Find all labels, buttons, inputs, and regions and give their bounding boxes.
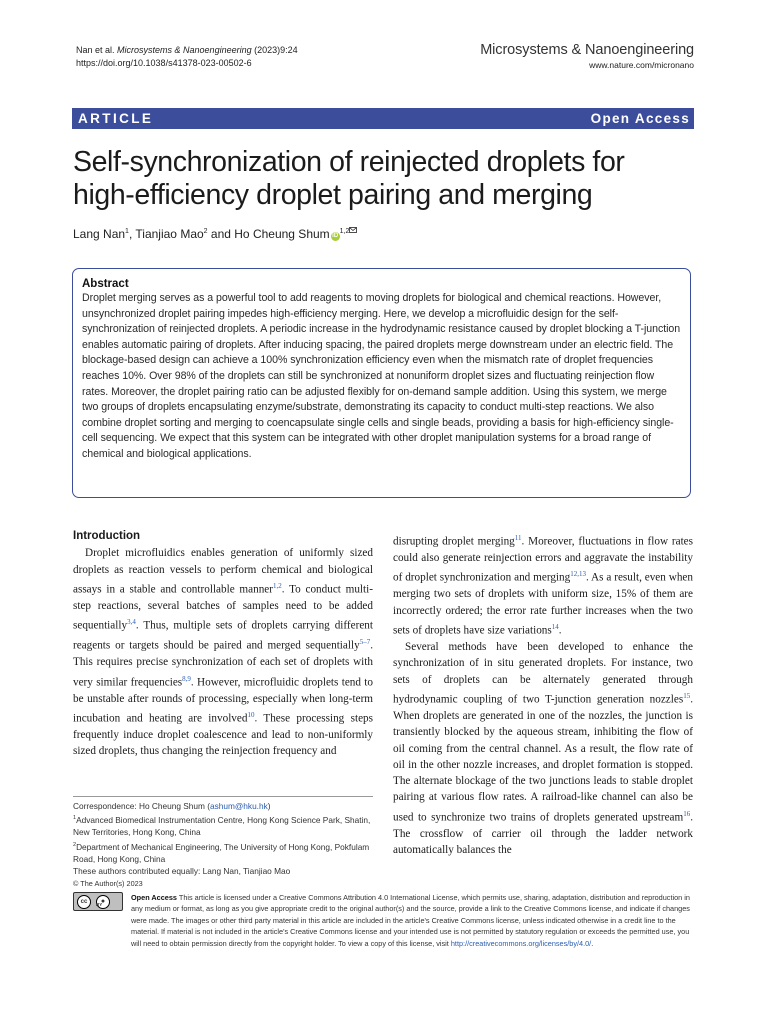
author-affiliation: 2 bbox=[203, 228, 208, 235]
author-list bbox=[73, 227, 357, 241]
journal-url[interactable]: www.nature.com/micronano bbox=[589, 60, 694, 70]
body-paragraph: Several methods have been developed to enhance the synchronization of in situ generated droplets. For instance, two sets of droplets can be alternately generated through hydrodynamic coupling of two T-junction generation nozzles$^{15}$. When droplets are generated in one of the nozzles, the junction is transiently blocked by the aqueous stream, inhibiting the flow of oil coming from the central channel. As a result, the flow rate of oil in the other nozzle increases, and droplet formation is stopped. The alternate blockage of the two junctions leads to stable droplet pairing at various flow rates. A railroad-like channel can also be used to synchronize two trains of droplets generated upstream$^{16}$. The crossflow of carrier oil through the ladder network automatically balances the bbox=[393, 640, 693, 857]
license-footer bbox=[73, 878, 695, 950]
section-heading: Introduction bbox=[73, 530, 141, 542]
copyright-line: © The Author(s) 2023 bbox=[73, 879, 143, 888]
citation-ref[interactable]: 3,4 bbox=[127, 618, 136, 627]
abstract-heading: Abstract bbox=[82, 278, 129, 290]
citation-ref[interactable]: 1,2 bbox=[272, 581, 282, 590]
citation-ref[interactable]: 8,9 bbox=[182, 674, 191, 683]
by-label: BY bbox=[96, 902, 103, 907]
author-affiliation: 1,2 bbox=[339, 228, 350, 235]
envelope-icon[interactable] bbox=[349, 228, 357, 235]
left-column bbox=[73, 528, 373, 760]
body-paragraph: disrupting droplet merging$^{11}$. Moreover, fluctuations in flow rates could also generate reinjection errors and aggravate the instability of droplet synchronization and merging$^{12,13}$. As a result, even when merging two sets of droplets with uniform size, 15% of them are incorrectly ordered; the error rate further increases when the two sets of droplets have size variations$^{14}$. bbox=[393, 534, 693, 637]
journal-masthead bbox=[480, 42, 694, 70]
citation-journal: Microsystems & Nanoengineering bbox=[117, 45, 252, 55]
citation-ref[interactable]: 5–7 bbox=[359, 638, 371, 647]
license-link[interactable]: http://creativecommons.org/licenses/by/4.0/ bbox=[450, 938, 592, 948]
abstract-box bbox=[72, 268, 691, 498]
author-name: , Tianjiao Mao bbox=[128, 227, 204, 241]
email-link[interactable]: ashum@hku.hk bbox=[209, 801, 268, 811]
right-column bbox=[393, 530, 693, 858]
citation-ref[interactable]: 10 bbox=[247, 710, 255, 719]
citation-detail: (2023)9:24 bbox=[251, 45, 298, 55]
citation-ref[interactable]: 16 bbox=[683, 809, 691, 818]
correspondence-block: Correspondence: Ho Cheung Shum (ashum@hku.hk) $^1$Advanced Biomedical Instrumentation Centre, Hong Kong Science Park, Shatin, New Territories, Hong Kong, China $^2$Department of Mechanical Engineering, The University of Hong Kong, Pokfulam Road, Hong Kong, China These authors contributed equally: Lang Nan, Tianjiao Mao bbox=[73, 796, 373, 877]
cc-icon: cc bbox=[77, 895, 91, 909]
open-access-label: Open Access bbox=[590, 111, 690, 126]
author-affiliation: 1 bbox=[125, 228, 129, 235]
affiliation-1: $^1$Advanced Biomedical Instrumentation Centre, Hong Kong Science Park, Shatin, New Territories, Hong Kong, China bbox=[73, 815, 371, 838]
citation-ref[interactable]: 12,13 bbox=[570, 570, 586, 579]
creative-commons-badge-icon[interactable] bbox=[73, 892, 123, 911]
doi-link[interactable]: https://doi.org/10.1038/s41378-023-00502-6 bbox=[76, 58, 252, 68]
citation-header bbox=[76, 44, 298, 70]
author-name: and Ho Cheung Shum bbox=[207, 227, 330, 241]
affiliation-2: $^2$Department of Mechanical Engineering, The University of Hong Kong, Pokfulam Road, Hong Kong, China bbox=[73, 841, 370, 864]
person-icon: ● bbox=[96, 895, 110, 909]
abstract-text: Droplet merging serves as a powerful tool to add reagents to moving droplets for biological and chemical reactions. However, unsynchronized droplet pairing impedes high-efficiency merging. Here, we develop a microfluidic design for the self-synchronization of reinjected droplets. A periodic increase in the hydrodynamic resistance caused by droplet blocking a T-junction enables automatic pairing of droplets. After inducing spacing, the paired droplets merge downstream under an electric field. The blockage-based design can achieve a 100% synchronization efficiency even when the mismatch rate of droplet frequencies reaches 10%. Over 98% of the droplets can still be synchronized at nonuniform droplet sizes and fluctuating reinjection flow rates. Moreover, the droplet pairing ratio can be adjusted flexibly for on-demand sample addition. Using this system, we merge two groups of droplets encapsulating enzyme/substrate, demonstrating its capacity to conduct multi-step reactions. We also combine droplet sorting and merging to coencapsulate single cells and single beads, providing a basis for high-efficiency single-cell sequencing. We expect that this system can be integrated with other droplet manipulation systems for a broad range of chemical and biological applications. bbox=[82, 292, 681, 460]
citation-ref[interactable]: 11 bbox=[514, 534, 522, 542]
author-name: Lang Nan bbox=[73, 227, 126, 241]
orcid-icon[interactable]: iD bbox=[332, 233, 339, 239]
article-label: ARTICLE bbox=[78, 111, 154, 126]
body-paragraph: Droplet microfluidics enables generation of uniformly sized droplets as reaction vessels to perform chemical and biological assays in a stable and controllable manner$^{1,2}$. To conduct multi-step reactions, several batches of samples need to be added sequentially$^{3,4}$. Thus, multiple sets of droplets carrying different reagents or targets should be paired and merged sequentially$^{5-7}$. This requires precise synchronization of each set of droplets with very similar frequencies$^{8,9}$. However, microfluidic droplets tend to be unstable after rounds of processing, especially when long-term incubation and heating are involved$^{10}$. These processing steps frequently induce droplet coalescence and lead to non-uniformly sized droplets, thus changing the reinjection frequency and bbox=[73, 547, 374, 758]
equal-contribution-note: These authors contributed equally: Lang Nan, Tianjiao Mao bbox=[73, 866, 291, 877]
citation-ref[interactable]: 15 bbox=[683, 691, 691, 700]
article-title: Self-synchronization of reinjected droplets for high-efficiency droplet pairing and merging bbox=[73, 146, 625, 211]
citation-ref[interactable]: 14 bbox=[551, 622, 559, 631]
journal-name: Microsystems & Nanoengineering bbox=[480, 42, 694, 58]
citation-authors: Nan et al. bbox=[76, 45, 118, 55]
article-type-band bbox=[72, 108, 694, 129]
license-text: Open Access This article is licensed under a Creative Commons Attribution 4.0 International License, which permits use, sharing, adaptation, distribution and reproduction in any medium or format, as long as you give appropriate credit to the original author(s) and the source, provide a link to the Creative Commons license, and indicate if changes were made. The images or other third party material in this article are included in the article's Creative Commons license, unless indicated otherwise in a credit line to the material. If material is not included in the article's Creative Commons license and your intended use is not permitted by statutory regulation or exceeds the permitted use, you will need to obtain permission directly from the copyright holder. To view a copy of this license, visit http://creativecommons.org/licenses/by/4.0/. bbox=[131, 892, 690, 948]
